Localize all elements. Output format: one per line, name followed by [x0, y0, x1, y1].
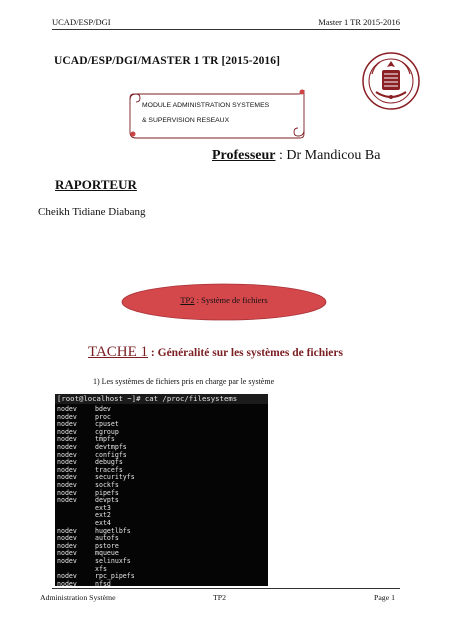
terminal-fs: cpuset [95, 420, 119, 429]
terminal-fs: autofs [95, 534, 119, 543]
terminal-flag: nodev [57, 541, 77, 550]
professor-label: Professeur [212, 148, 276, 163]
rapporteur-name: Cheikh Tidiane Diabang [38, 206, 146, 218]
footer-rule [52, 588, 400, 589]
terminal-fs: pstore [95, 541, 119, 550]
terminal-fs: configfs [95, 450, 127, 459]
terminal-fs: proc [95, 412, 111, 421]
terminal-flag: nodev [57, 465, 77, 474]
terminal-fs: cgroup [95, 427, 119, 436]
terminal-flag: nodev [57, 481, 77, 489]
terminal-flag: nodev [57, 534, 77, 543]
document-title: UCAD/ESP/DGI/MASTER 1 TR [2015-2016] [54, 55, 281, 67]
terminal-fs: devpts [95, 496, 119, 505]
terminal-fs: debugfs [95, 458, 123, 467]
terminal-flag: nodev [57, 488, 77, 497]
terminal-fs: sockfs [95, 481, 119, 489]
terminal-fs: ext4 [95, 519, 111, 527]
footer-center: TP2 [213, 593, 226, 602]
module-line-2: & SUPERVISION RESEAUX [142, 117, 230, 124]
professor-line [212, 148, 380, 164]
terminal-fs: selinuxfs [95, 557, 131, 565]
terminal-flag: nodev [57, 435, 77, 444]
terminal-fs: tracefs [95, 465, 123, 474]
terminal-fs: xfs [95, 564, 107, 573]
tp-number: TP2 [180, 295, 195, 305]
module-name [142, 98, 269, 128]
terminal-flag: nodev [57, 427, 77, 436]
terminal-flag: nodev [57, 496, 77, 505]
terminal-flag: nodev [57, 412, 77, 421]
terminal-fs: pipefs [95, 488, 119, 497]
terminal-fs: rpc_pipefs [95, 572, 135, 581]
rapporteur-heading: RAPORTEUR [55, 177, 137, 192]
terminal-flag: nodev [57, 450, 77, 459]
professor-name: Dr Mandicou Ba [286, 148, 381, 163]
terminal-flag: nodev [57, 549, 77, 558]
list-item: 1) Les systèmes de fichiers pris en charge par le système [93, 377, 275, 386]
terminal-flag: nodev [57, 579, 77, 586]
terminal-fs: tmpfs [95, 435, 115, 444]
university-seal-icon [362, 52, 420, 110]
task-heading [88, 344, 343, 361]
terminal-flag: nodev [57, 405, 77, 413]
tp-label [120, 295, 328, 305]
header-right: Master 1 TR 2015-2016 [318, 17, 400, 27]
task-title: : Généralité sur les systèmes de fichiers [148, 347, 343, 359]
terminal-flag: nodev [57, 557, 77, 565]
terminal-fs: mqueue [95, 549, 119, 558]
terminal-fs: ext2 [95, 511, 111, 520]
terminal-flag: nodev [57, 458, 77, 467]
terminal-flag: nodev [57, 443, 77, 451]
terminal-fs: securityfs [95, 473, 135, 482]
module-line-1: MODULE ADMINISTRATION SYSTEMES [142, 102, 270, 109]
terminal-flag: nodev [57, 526, 77, 535]
terminal-fs: nfsd [95, 579, 111, 586]
terminal-flag: nodev [57, 572, 77, 581]
tp-title: : Système de fichiers [194, 295, 268, 305]
terminal-fs: bdev [95, 405, 111, 413]
header-left: UCAD/ESP/DGI [52, 17, 111, 27]
professor-sep: : [275, 148, 287, 163]
terminal-fs: devtmpfs [95, 443, 127, 451]
header-rule [52, 29, 400, 30]
page-number: Page 1 [374, 593, 396, 602]
terminal-fs: hugetlbfs [95, 526, 131, 535]
terminal-flag: nodev [57, 420, 77, 429]
terminal-screenshot [55, 394, 268, 586]
footer-left: Administration Système [40, 593, 116, 602]
terminal-prompt: [root@localhost ~]# cat /proc/filesystems [55, 394, 268, 404]
terminal-flag: nodev [57, 473, 77, 482]
terminal-fs: ext3 [95, 503, 111, 512]
task-number: TACHE 1 [88, 344, 149, 360]
